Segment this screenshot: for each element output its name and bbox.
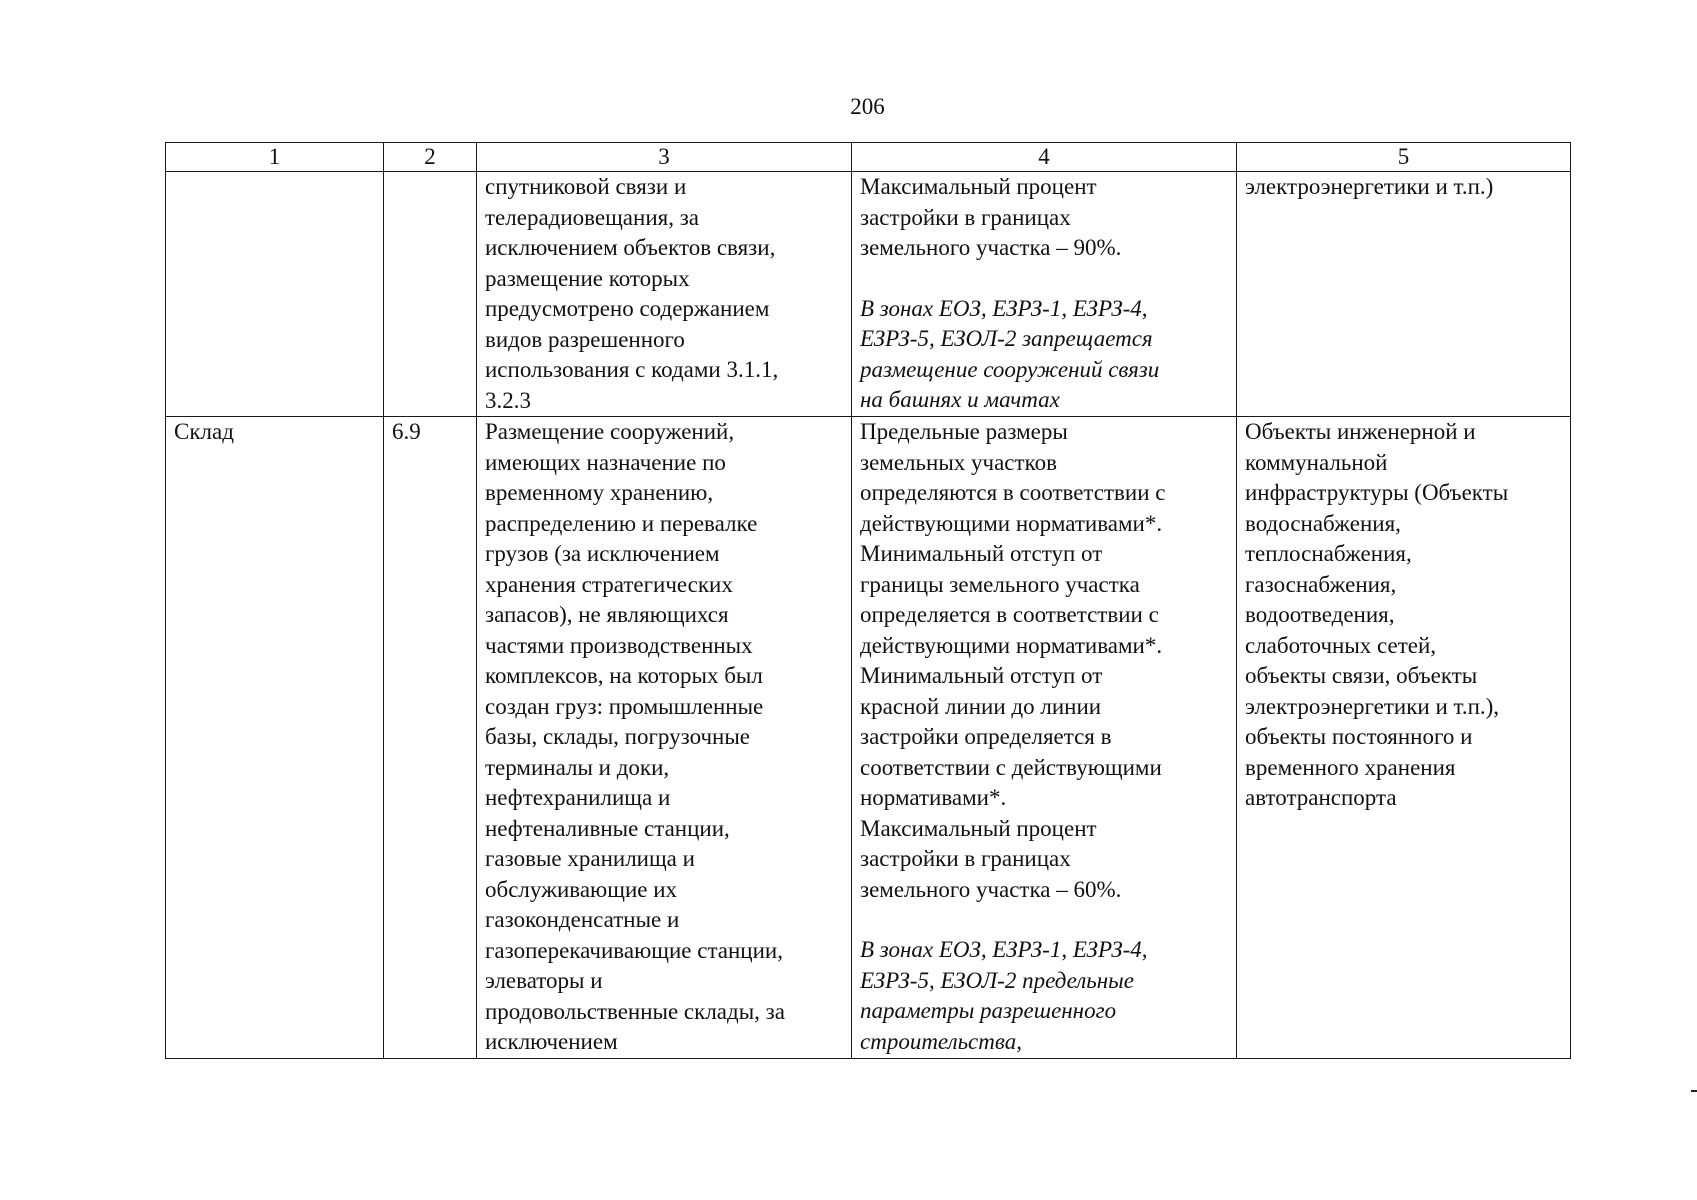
use-description-text: спутниковой связи и телерадиовещания, за исключением объектов связи, размещение которых предусмотрено содержанием видов разрешенного использования с кодами 3.1.1, 3.2.3 bbox=[485, 174, 779, 413]
cell-use-description bbox=[477, 417, 852, 1059]
page-number: 206 bbox=[850, 94, 885, 119]
cell-use-code bbox=[384, 172, 477, 417]
column-header-4: 4 bbox=[852, 143, 1237, 172]
table-header-row bbox=[166, 143, 1571, 172]
use-name-text: Склад bbox=[174, 419, 234, 444]
cell-use-name bbox=[166, 172, 384, 417]
zone-restrictions-text: В зонах ЕОЗ, ЕЗРЗ-1, ЕЗРЗ-4, ЕЗРЗ-5, ЕЗОЛ-2 предельные параметры разрешенного строительства, bbox=[860, 937, 1148, 1054]
table-row bbox=[166, 172, 1571, 417]
table-row bbox=[166, 417, 1571, 1059]
cell-use-name bbox=[166, 417, 384, 1059]
parameters-text: Предельные размеры земельных участков определяются в соответствии с действующими нормативами*. Минимальный отступ от границы земельного участка определяется в соответствии с действующими нормативами*. Минимальный отступ от красной линии до линии застройки определяется в соответствии с действующими нормативами*. Максимальный процент застройки в границах земельного участка – 60%. bbox=[860, 419, 1166, 902]
cell-related-objects bbox=[1237, 417, 1571, 1059]
use-description-text: Размещение сооружений, имеющих назначение по временному хранению, распределению и перевалке грузов (за исключением хранения стратегических запасов), не являющихся частями производственных комплексов, на которых был создан груз: промышленные базы, склады, погрузочные терминалы и доки, нефтехранилища и нефтеналивные станции, газовые хранилища и обслуживающие их газоконденсатные и газоперекачивающие станции, элеваторы и продовольственные склады, за исключением bbox=[485, 419, 785, 1054]
cell-parameters bbox=[852, 172, 1237, 417]
related-objects-text: электроэнергетики и т.п.) bbox=[1245, 174, 1494, 199]
cell-related-objects bbox=[1237, 172, 1571, 417]
column-header-5: 5 bbox=[1237, 143, 1571, 172]
paragraph-gap bbox=[860, 905, 1228, 935]
column-header-1: 1 bbox=[166, 143, 384, 172]
zone-restrictions-text: В зонах ЕОЗ, ЕЗРЗ-1, ЕЗРЗ-4, ЕЗРЗ-5, ЕЗОЛ-2 запрещается размещение сооружений связи на башнях и мачтах bbox=[860, 295, 1160, 412]
parameters-text: Максимальный процент застройки в границах земельного участка – 90%. bbox=[860, 174, 1122, 260]
cell-use-code bbox=[384, 417, 477, 1059]
use-code-text: 6.9 bbox=[392, 419, 421, 444]
regulations-table bbox=[165, 142, 1571, 1059]
cell-use-description bbox=[477, 172, 852, 417]
related-objects-text: Объекты инженерной и коммунальной инфраструктуры (Объекты водоснабжения, теплоснабжения, газоснабжения, водоотведения, слаботочных сетей, объекты связи, объекты электроэнергетики и т.п.), объекты постоянного и временного хранения автотранспорта bbox=[1245, 419, 1509, 810]
scan-edge-mark bbox=[1691, 1090, 1697, 1092]
column-header-2: 2 bbox=[384, 143, 477, 172]
column-header-3: 3 bbox=[477, 143, 852, 172]
cell-parameters bbox=[852, 417, 1237, 1059]
paragraph-gap bbox=[860, 264, 1228, 294]
